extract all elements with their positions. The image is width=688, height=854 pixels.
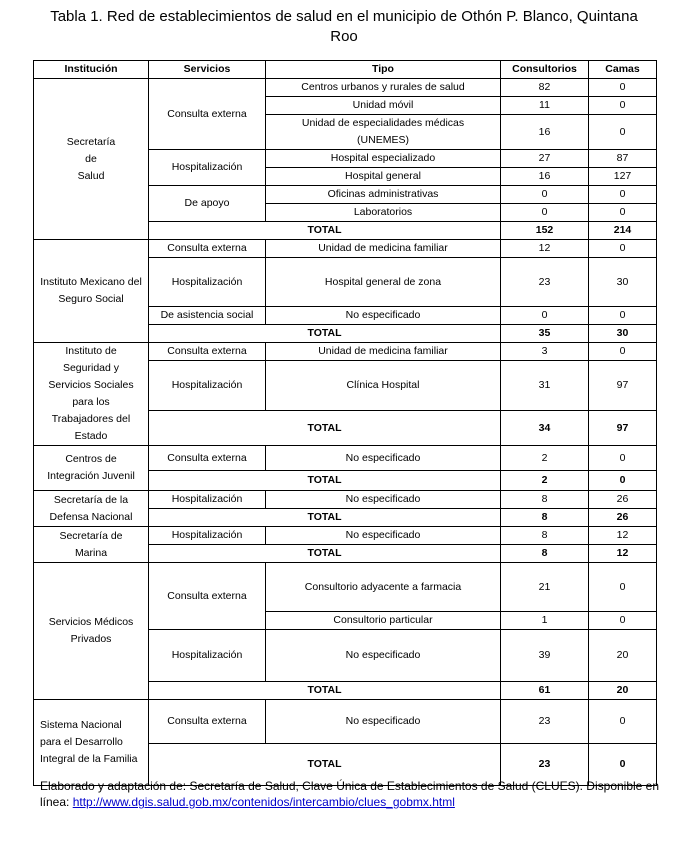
camas-cell: 0 (589, 240, 657, 258)
service-cell: Hospitalización (149, 258, 266, 307)
table-caption: Tabla 1. Red de establecimientos de salud en el municipio de Othón P. Blanco, Quintana Roo (50, 8, 638, 45)
service-cell: De apoyo (149, 186, 266, 222)
total-label: TOTAL (149, 325, 501, 343)
table-row (34, 491, 657, 509)
header-institucion: Institución (34, 61, 149, 79)
total-consultorios: 2 (501, 471, 589, 491)
camas-cell: 20 (589, 630, 657, 682)
total-consultorios: 61 (501, 682, 589, 700)
service-cell: Hospitalización (149, 150, 266, 186)
total-label: TOTAL (149, 411, 501, 446)
camas-cell: 26 (589, 491, 657, 509)
camas-cell: 127 (589, 168, 657, 186)
total-camas: 30 (589, 325, 657, 343)
table-row (34, 79, 657, 97)
institution-cell: Servicios Médicos Privados (34, 563, 149, 700)
type-cell: Consultorio particular (266, 612, 501, 630)
camas-cell: 0 (589, 446, 657, 471)
header-camas: Camas (589, 61, 657, 79)
service-cell: Hospitalización (149, 527, 266, 545)
total-label: TOTAL (149, 222, 501, 240)
total-camas: 97 (589, 411, 657, 446)
table-row (34, 527, 657, 545)
table-row (34, 240, 657, 258)
service-cell: Consulta externa (149, 446, 266, 471)
total-label: TOTAL (149, 744, 501, 786)
type-cell: No especificado (266, 527, 501, 545)
consultorios-cell: 8 (501, 491, 589, 509)
camas-cell: 30 (589, 258, 657, 307)
total-camas: 12 (589, 545, 657, 563)
type-cell: Unidad móvil (266, 97, 501, 115)
consultorios-cell: 16 (501, 115, 589, 150)
camas-cell: 97 (589, 361, 657, 411)
service-cell: Hospitalización (149, 491, 266, 509)
service-cell: Consulta externa (149, 563, 266, 630)
camas-cell: 0 (589, 186, 657, 204)
consultorios-cell: 23 (501, 258, 589, 307)
header-tipo: Tipo (266, 61, 501, 79)
consultorios-cell: 39 (501, 630, 589, 682)
service-cell: Consulta externa (149, 79, 266, 150)
consultorios-cell: 2 (501, 446, 589, 471)
consultorios-cell: 0 (501, 186, 589, 204)
header-consultorios: Consultorios (501, 61, 589, 79)
service-cell: Consulta externa (149, 700, 266, 744)
consultorios-cell: 12 (501, 240, 589, 258)
type-cell: Unidad de medicina familiar (266, 343, 501, 361)
institution-cell: Secretaría de la Defensa Nacional (34, 491, 149, 527)
table-row (34, 563, 657, 612)
total-label: TOTAL (149, 471, 501, 491)
table-row (34, 343, 657, 361)
consultorios-cell: 23 (501, 700, 589, 744)
camas-cell: 0 (589, 204, 657, 222)
type-cell: No especificado (266, 446, 501, 471)
consultorios-cell: 31 (501, 361, 589, 411)
camas-cell: 0 (589, 115, 657, 150)
total-consultorios: 35 (501, 325, 589, 343)
total-label: TOTAL (149, 509, 501, 527)
total-label: TOTAL (149, 545, 501, 563)
consultorios-cell: 8 (501, 527, 589, 545)
institution-cell: Instituto de Seguridad y Servicios Sociales para los Trabajadores del Estado (34, 343, 149, 446)
total-consultorios: 23 (501, 744, 589, 786)
service-cell: Hospitalización (149, 630, 266, 682)
institution-cell: Instituto Mexicano del Seguro Social (34, 240, 149, 343)
institution-cell: Sistema Nacional para el Desarrollo Integral de la Familia (34, 700, 149, 786)
total-camas: 26 (589, 509, 657, 527)
type-cell: Laboratorios (266, 204, 501, 222)
consultorios-cell: 0 (501, 307, 589, 325)
consultorios-cell: 11 (501, 97, 589, 115)
institution-cell (34, 79, 149, 240)
institution-name-line: de (85, 152, 97, 165)
clues-link[interactable]: http://www.dgis.salud.gob.mx/contenidos/intercambio/clues_gobmx.html (72, 795, 455, 809)
type-cell: No especificado (266, 700, 501, 744)
table-row (34, 700, 657, 744)
type-cell: Unidad de especialidades médicas (UNEMES) (266, 115, 501, 150)
type-cell: Hospital general de zona (266, 258, 501, 307)
consultorios-cell: 82 (501, 79, 589, 97)
camas-cell: 0 (589, 307, 657, 325)
consultorios-cell: 27 (501, 150, 589, 168)
consultorios-cell: 0 (501, 204, 589, 222)
total-camas: 214 (589, 222, 657, 240)
camas-cell: 0 (589, 97, 657, 115)
total-consultorios: 152 (501, 222, 589, 240)
total-camas: 0 (589, 744, 657, 786)
camas-cell: 12 (589, 527, 657, 545)
consultorios-cell: 3 (501, 343, 589, 361)
total-consultorios: 34 (501, 411, 589, 446)
institution-name-line: Secretaría (66, 135, 116, 148)
source-footnote (40, 778, 660, 810)
camas-cell: 0 (589, 612, 657, 630)
consultorios-cell: 21 (501, 563, 589, 612)
total-camas: 20 (589, 682, 657, 700)
type-cell: Hospital especializado (266, 150, 501, 168)
type-cell: Unidad de medicina familiar (266, 240, 501, 258)
type-cell: Hospital general (266, 168, 501, 186)
service-cell: Hospitalización (149, 361, 266, 411)
type-cell: Clínica Hospital (266, 361, 501, 411)
service-cell: Consulta externa (149, 240, 266, 258)
service-cell: Consulta externa (149, 343, 266, 361)
camas-cell: 0 (589, 343, 657, 361)
header-row (34, 61, 657, 79)
table-row (34, 446, 657, 471)
header-servicios: Servicios (149, 61, 266, 79)
footnote-text: Elaborado y adaptación de: Secretaría de Salud, Clave Única de Establecimientos de Salud (CLUES). Disponible en línea: (40, 779, 660, 809)
consultorios-cell: 1 (501, 612, 589, 630)
camas-cell: 0 (589, 563, 657, 612)
total-consultorios: 8 (501, 509, 589, 527)
consultorios-cell: 16 (501, 168, 589, 186)
type-cell: No especificado (266, 491, 501, 509)
type-cell: No especificado (266, 307, 501, 325)
camas-cell: 0 (589, 79, 657, 97)
total-camas: 0 (589, 471, 657, 491)
type-cell: Centros urbanos y rurales de salud (266, 79, 501, 97)
total-consultorios: 8 (501, 545, 589, 563)
camas-cell: 0 (589, 700, 657, 744)
type-cell: Consultorio adyacente a farmacia (266, 563, 501, 612)
institution-name-line: Salud (77, 169, 105, 182)
camas-cell: 87 (589, 150, 657, 168)
total-label: TOTAL (149, 682, 501, 700)
type-cell: Oficinas administrativas (266, 186, 501, 204)
institution-cell: Centros de Integración Juvenil (34, 446, 149, 491)
type-cell: No especificado (266, 630, 501, 682)
institution-cell: Secretaría de Marina (34, 527, 149, 563)
service-cell: De asistencia social (149, 307, 266, 325)
health-establishments-table (33, 60, 657, 786)
